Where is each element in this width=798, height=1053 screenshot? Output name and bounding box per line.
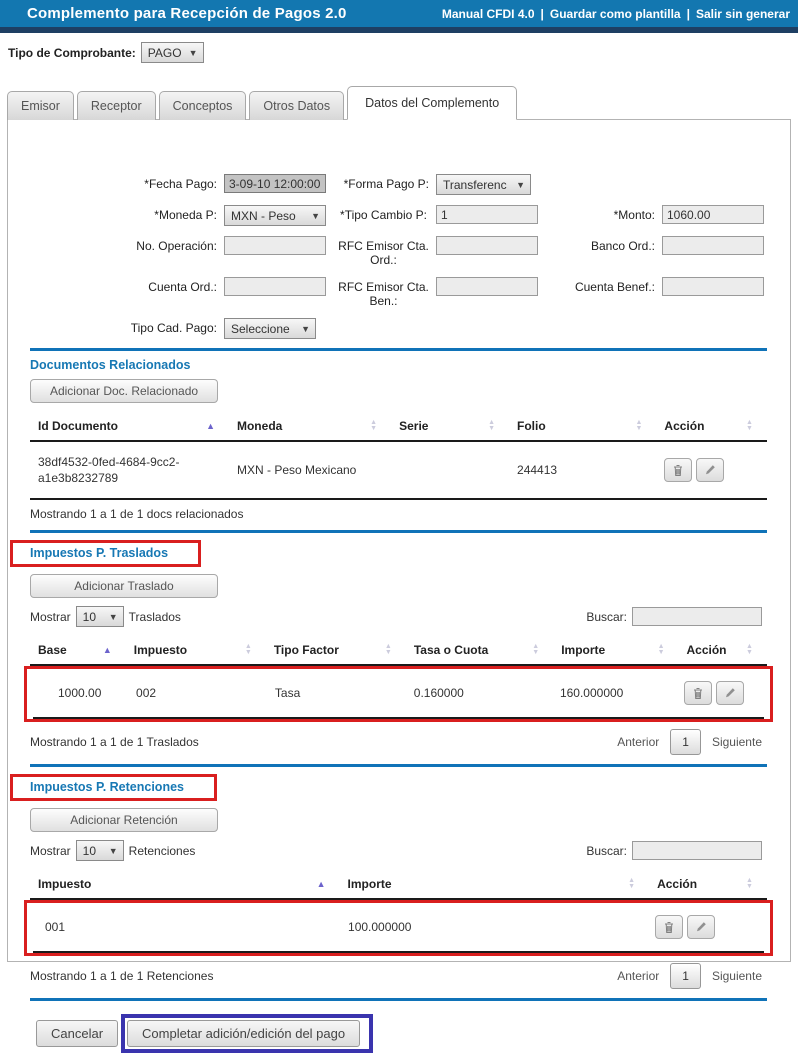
link-salir-sin-generar[interactable]: Salir sin generar: [695, 6, 790, 21]
traslados-showing-text: Mostrando 1 a 1 de 1 Traslados: [30, 735, 199, 749]
payment-form: [22, 174, 790, 339]
chevron-down-icon: ▼: [188, 47, 198, 58]
col-accion[interactable]: Acción: [664, 419, 705, 433]
retencion-actions: [647, 915, 764, 939]
section-divider: [30, 530, 767, 533]
doc-id: 38df4532-0fed-4684-9cc2-a1e3b8232789: [38, 455, 180, 485]
footer-actions: [36, 1014, 790, 1053]
tipo-comprobante-label: Tipo de Comprobante:: [8, 45, 136, 60]
no-operacion-label: No. Operación:: [136, 239, 217, 253]
retenciones-section-heading: Impuestos P. Retenciones: [30, 780, 184, 794]
traslado-base: 1000.00: [58, 686, 102, 700]
col-folio[interactable]: Folio: [517, 419, 546, 433]
section-divider: [30, 764, 767, 767]
sort-icon[interactable]: ▲ ▼: [384, 643, 392, 656]
section-divider: [30, 348, 767, 351]
cuenta-benef-label: Cuenta Benef.:: [574, 280, 655, 294]
link-manual-cfdi[interactable]: Manual CFDI 4.0: [441, 6, 535, 21]
previous-page-button[interactable]: Anterior: [617, 969, 660, 983]
sort-icon[interactable]: ▲ ▼: [746, 419, 753, 432]
monto-label: *Monto:: [613, 208, 655, 222]
chevron-down-icon: ▼: [108, 845, 118, 856]
forma-pago-label: *Forma Pago P:: [343, 177, 429, 191]
cuenta-ord-label: Cuenta Ord.:: [148, 280, 217, 294]
docs-section-heading: Documentos Relacionados: [30, 358, 191, 372]
col-importe[interactable]: Importe: [347, 877, 392, 891]
cuenta-ord-input[interactable]: [224, 277, 326, 296]
adicionar-doc-relacionado-button[interactable]: Adicionar Doc. Relacionado: [30, 379, 218, 403]
forma-pago-value: Transferenc: [443, 177, 507, 192]
annotation-box-complete-button: [121, 1014, 373, 1053]
sort-icon[interactable]: ▲ ▼: [746, 643, 753, 656]
completar-adicion-edicion-button[interactable]: Completar adición/edición del pago: [127, 1020, 360, 1047]
tab-receptor[interactable]: Receptor: [77, 91, 156, 120]
col-accion[interactable]: Acción: [686, 643, 727, 657]
trash-icon: [672, 464, 684, 477]
banco-ord-input[interactable]: [662, 236, 764, 255]
tipo-comprobante-value: PAGO: [147, 45, 182, 60]
sort-icon[interactable]: ▲ ▼: [488, 419, 496, 432]
tab-conceptos[interactable]: Conceptos: [159, 91, 247, 120]
page-title: Complemento para Recepción de Pagos 2.0: [27, 5, 347, 22]
rfc-cta-ben-label: RFC Emisor Cta. Ben.:: [338, 280, 429, 308]
col-serie[interactable]: Serie: [399, 419, 429, 433]
traslados-search-input[interactable]: [632, 607, 762, 626]
retenciones-showing-text: Mostrando 1 a 1 de 1 Retenciones: [30, 969, 214, 983]
chevron-down-icon: ▼: [311, 210, 320, 221]
traslado-impuesto: 002: [136, 686, 157, 700]
tab-emisor[interactable]: Emisor: [7, 91, 74, 120]
trash-icon: [692, 687, 704, 700]
rfc-cta-ord-label: RFC Emisor Cta. Ord.:: [338, 239, 429, 267]
delete-button[interactable]: [684, 681, 712, 705]
page-size-value: 10: [82, 609, 97, 624]
col-tipo-factor[interactable]: Tipo Factor: [273, 643, 339, 657]
tipo-cad-pago-value: Seleccione: [231, 321, 290, 336]
edit-button[interactable]: [687, 915, 715, 939]
traslado-tasa-cuota: 0.160000: [413, 686, 464, 700]
tipo-cad-pago-select[interactable]: [224, 318, 316, 339]
banco-ord-label: Banco Ord.:: [590, 239, 655, 253]
retenciones-table: [30, 871, 767, 956]
annotation-box-retenciones-row: [24, 900, 773, 956]
moneda-label: *Moneda P:: [154, 208, 217, 222]
sort-icon[interactable]: ▲ ▼: [635, 419, 643, 432]
traslado-importe: 160.000000: [559, 686, 624, 700]
page-number-button[interactable]: 1: [670, 729, 701, 755]
docs-showing-text: Mostrando 1 a 1 de 1 docs relacionados: [30, 507, 244, 521]
monto-input[interactable]: [662, 205, 764, 224]
col-impuesto[interactable]: Impuesto: [38, 877, 92, 891]
doc-actions: [656, 458, 767, 482]
next-page-button[interactable]: Siguiente: [711, 735, 762, 749]
traslados-table-row: [33, 669, 764, 719]
retenciones-pagination: [617, 963, 762, 989]
sort-asc-icon[interactable]: ▲: [102, 645, 112, 655]
pencil-icon: [724, 687, 736, 699]
complemento-panel: [7, 119, 791, 1041]
traslados-section-heading: Impuestos P. Traslados: [30, 546, 169, 560]
delete-button[interactable]: [664, 458, 692, 482]
annotation-box-retenciones-heading: [10, 774, 217, 801]
tab-datos-del-complemento[interactable]: Datos del Complemento: [347, 86, 517, 120]
link-separator: |: [540, 6, 544, 21]
page-number-button[interactable]: 1: [670, 963, 701, 989]
chevron-down-icon: ▼: [516, 179, 525, 190]
col-base[interactable]: Base: [38, 643, 67, 657]
sort-asc-icon[interactable]: ▲: [206, 421, 215, 431]
edit-button[interactable]: [696, 458, 724, 482]
docs-table-footer: [30, 507, 762, 521]
col-importe[interactable]: Importe: [561, 643, 606, 657]
docs-table-header: [30, 413, 767, 442]
pencil-icon: [695, 921, 707, 933]
col-tasa-o-cuota[interactable]: Tasa o Cuota: [413, 643, 489, 657]
title-bar: [0, 0, 798, 27]
chevron-down-icon: ▼: [108, 611, 118, 622]
traslados-pagination: [617, 729, 762, 755]
pencil-icon: [704, 464, 716, 476]
traslado-tipo-factor: Tasa: [274, 686, 301, 700]
sort-icon[interactable]: ▲ ▼: [532, 643, 540, 656]
col-impuesto[interactable]: Impuesto: [133, 643, 188, 657]
no-operacion-input[interactable]: [224, 236, 326, 255]
col-id-documento[interactable]: Id Documento: [38, 419, 118, 433]
traslados-table-footer: [30, 729, 762, 755]
title-bar-accent-strip: [0, 27, 798, 33]
mostrar-suffix: Traslados: [128, 609, 181, 624]
cuenta-benef-input[interactable]: [662, 277, 764, 296]
tipo-cad-pago-label: Tipo Cad. Pago:: [130, 321, 217, 335]
traslados-controls: [30, 606, 762, 627]
moneda-value: MXN - Peso: [231, 208, 296, 223]
sort-asc-icon[interactable]: ▲: [316, 879, 326, 889]
link-guardar-plantilla[interactable]: Guardar como plantilla: [549, 6, 681, 21]
section-divider: [30, 998, 767, 1001]
retenciones-page-size-select[interactable]: [76, 840, 124, 861]
mostrar-label: Mostrar: [30, 843, 71, 858]
tipo-cambio-input[interactable]: [436, 205, 538, 224]
previous-page-button[interactable]: Anterior: [617, 735, 660, 749]
rfc-cta-ben-input[interactable]: [436, 277, 538, 296]
retenciones-table-footer: [30, 963, 762, 989]
traslados-table: [30, 637, 767, 722]
sort-icon[interactable]: ▲ ▼: [657, 643, 665, 656]
tipo-cambio-label: *Tipo Cambio P:: [340, 208, 427, 222]
docs-table: [30, 413, 767, 500]
delete-button[interactable]: [655, 915, 683, 939]
annotation-box-traslados-row: [24, 666, 773, 722]
doc-moneda: MXN - Peso Mexicano: [236, 463, 357, 477]
sort-icon[interactable]: ▲ ▼: [370, 419, 378, 432]
traslados-table-header: [30, 637, 767, 666]
sort-icon[interactable]: ▲ ▼: [746, 877, 753, 890]
forma-pago-select[interactable]: [436, 174, 531, 195]
header-links: [442, 7, 790, 21]
fecha-pago-input[interactable]: [224, 174, 326, 193]
page-size-value: 10: [82, 843, 97, 858]
retencion-impuesto: 001: [45, 920, 66, 934]
tipo-comprobante-row: [8, 42, 798, 63]
sort-icon[interactable]: ▲ ▼: [244, 643, 252, 656]
link-separator: |: [686, 6, 690, 21]
trash-icon: [663, 921, 675, 934]
col-moneda[interactable]: Moneda: [236, 419, 283, 433]
edit-button[interactable]: [716, 681, 744, 705]
next-page-button[interactable]: Siguiente: [711, 969, 762, 983]
retenciones-table-row: [33, 903, 764, 953]
adicionar-traslado-button[interactable]: Adicionar Traslado: [30, 574, 218, 598]
doc-folio: 244413: [517, 463, 558, 477]
buscar-label: Buscar:: [586, 609, 627, 624]
retenciones-search-input[interactable]: [632, 841, 762, 860]
tab-otros-datos[interactable]: Otros Datos: [249, 91, 344, 120]
tab-bar: [7, 85, 798, 119]
adicionar-retencion-button[interactable]: Adicionar Retención: [30, 808, 218, 832]
traslados-page-size-select[interactable]: [76, 606, 124, 627]
tipo-comprobante-select[interactable]: [141, 42, 204, 63]
annotation-box-traslados-heading: [10, 540, 201, 567]
docs-table-row: [30, 442, 767, 500]
retencion-importe: 100.000000: [348, 920, 412, 934]
col-accion[interactable]: Acción: [657, 877, 698, 891]
mostrar-label: Mostrar: [30, 609, 71, 624]
fecha-pago-label: *Fecha Pago:: [144, 177, 217, 191]
rfc-cta-ord-input[interactable]: [436, 236, 538, 255]
buscar-label: Buscar:: [586, 843, 627, 858]
cancelar-button[interactable]: Cancelar: [36, 1020, 118, 1047]
traslado-actions: [676, 681, 764, 705]
retenciones-table-header: [30, 871, 767, 900]
chevron-down-icon: ▼: [301, 323, 310, 334]
mostrar-suffix: Retenciones: [128, 843, 196, 858]
retenciones-controls: [30, 840, 762, 861]
moneda-select[interactable]: [224, 205, 326, 226]
sort-icon[interactable]: ▲ ▼: [628, 877, 636, 890]
